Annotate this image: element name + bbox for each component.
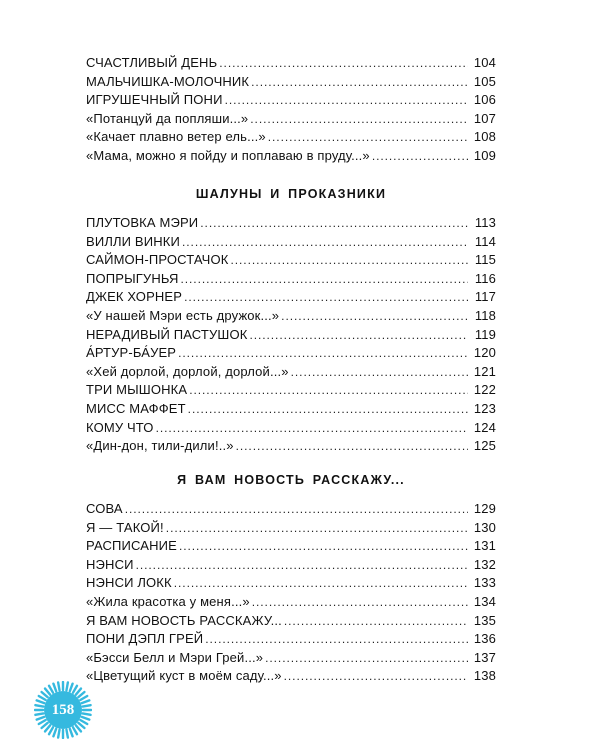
dot-leader [231, 251, 469, 270]
dot-leader [182, 233, 468, 252]
dot-leader [178, 344, 468, 363]
toc-entry-title: НЭНСИ [86, 556, 134, 572]
toc-entry-title: ИГРУШЕЧНЫЙ ПОНИ [86, 92, 223, 108]
toc-entry [86, 537, 496, 556]
toc-entry-page: 133 [473, 575, 496, 591]
toc-entry-page: 130 [473, 519, 496, 535]
toc-entry [86, 307, 496, 326]
dot-leader [219, 54, 468, 73]
toc-entry [86, 500, 496, 519]
toc-entry-title: ДЖЕК ХОРНЕР [86, 289, 183, 305]
dot-leader [372, 147, 468, 166]
dot-leader [179, 537, 468, 556]
dot-leader [200, 214, 468, 233]
toc-entry-page: 118 [474, 307, 496, 323]
section-heading-pranksters: ШАЛУНЫ И ПРОКАЗНИКИ [195, 187, 387, 201]
toc-entry-page: 113 [474, 215, 496, 230]
dot-leader [268, 128, 468, 147]
dot-leader [249, 326, 468, 345]
toc-entry-title: МАЛЬЧИШКА-МОЛОЧНИК [86, 73, 250, 89]
toc-entry-title: «Цветущий куст в моём саду...» [86, 668, 282, 684]
toc-entry-title: ТРИ МЫШОНКА [86, 382, 188, 398]
toc-list-top [86, 54, 496, 166]
toc-entry [86, 437, 496, 456]
toc-entry-page: 104 [473, 55, 496, 70]
toc-entry-page: 121 [473, 363, 496, 379]
toc-entry [86, 91, 496, 110]
toc-entry [86, 214, 496, 233]
toc-entry-page: 107 [473, 110, 496, 126]
toc-entry-page: 135 [473, 612, 496, 628]
toc-entry-page: 117 [474, 289, 496, 305]
dot-leader [284, 667, 468, 686]
toc-entry-title: Я — ТАКОЙ! [86, 519, 164, 535]
toc-entry-title: НЭНСИ ЛОКК [86, 575, 172, 591]
dot-leader [225, 91, 468, 110]
toc-entry [86, 73, 496, 92]
toc-entry [86, 649, 496, 668]
toc-entry [86, 556, 496, 575]
toc-entry [86, 593, 496, 612]
toc-entry [86, 400, 496, 419]
dot-leader [265, 649, 468, 668]
toc-entry [86, 344, 496, 363]
toc-entry-title: ПОНИ ДЭПЛ ГРЕЙ [86, 631, 204, 647]
toc-entry-page: 106 [473, 92, 496, 108]
toc-entry-page: 124 [473, 419, 496, 435]
toc-entry-title: «Дин-дон, тили-дили!..» [86, 438, 234, 454]
toc-entry-title: СЧАСТЛИВЫЙ ДЕНЬ [86, 55, 218, 70]
toc-entry [86, 128, 496, 147]
toc-entry-title: ПЛУТОВКА МЭРИ [86, 215, 199, 230]
dot-leader [184, 288, 468, 307]
toc-entry [86, 612, 496, 631]
toc-entry-title: «Хей дорлой, дорлой, дорлой...» [86, 363, 289, 379]
dot-leader [189, 381, 468, 400]
toc-entry [86, 110, 496, 129]
toc-entry [86, 667, 496, 686]
toc-entry [86, 233, 496, 252]
toc-entry-page: 108 [473, 129, 496, 145]
toc-entry [86, 147, 496, 166]
toc-entry-page: 114 [474, 233, 496, 249]
toc-entry [86, 54, 496, 73]
dot-leader [156, 419, 468, 438]
toc-entry-page: 132 [473, 556, 496, 572]
toc-entry [86, 251, 496, 270]
toc-entry-title: «Качает плавно ветер ель...» [86, 129, 266, 145]
dot-leader [251, 73, 468, 92]
toc-entry-title: МИСС МАФФЕТ [86, 400, 186, 416]
toc-entry-title: СОВА [86, 501, 123, 516]
toc-entry-title: «Потанцуй да попляши...» [86, 110, 249, 126]
toc-entry-page: 137 [473, 649, 496, 665]
toc-entry-page: 131 [473, 538, 496, 554]
toc-entry [86, 574, 496, 593]
dot-leader [166, 519, 468, 538]
dot-leader [205, 630, 468, 649]
toc-entry-page: 138 [473, 668, 496, 684]
dot-leader [252, 593, 468, 612]
toc-entry-page: 129 [473, 501, 496, 516]
toc-entry-title: ПОПРЫГУНЬЯ [86, 270, 179, 286]
dot-leader [181, 270, 469, 289]
toc-entry-page: 116 [474, 270, 496, 286]
toc-entry [86, 519, 496, 538]
toc-entry-page: 134 [473, 593, 496, 609]
toc-entry-page: 125 [473, 438, 496, 454]
dot-leader [136, 556, 468, 575]
toc-entry-title: «Бэсси Белл и Мэри Грей...» [86, 649, 264, 665]
toc-entry-page: 122 [473, 382, 496, 398]
dot-leader [188, 400, 468, 419]
toc-entry-title: А́РТУР-БА́УЕР [86, 345, 177, 361]
toc-entry [86, 270, 496, 289]
toc-entry-title: «У нашей Мэри есть дружок...» [86, 307, 280, 323]
page-number-badge [34, 681, 92, 739]
toc-entry-page: 119 [474, 326, 496, 342]
toc-entry-page: 109 [473, 147, 496, 163]
toc-entry [86, 363, 496, 382]
toc-entry-title: «Жила красотка у меня...» [86, 593, 250, 609]
section-heading-news: Я ВАМ НОВОСТЬ РАССКАЖУ... [177, 473, 405, 487]
toc-entry-title: НЕРАДИВЫЙ ПАСТУШОК [86, 326, 248, 342]
toc-entry-title: «Мама, можно я пойду и поплаваю в пруду...» [86, 147, 370, 163]
toc-entry-page: 136 [473, 631, 496, 647]
dot-leader [250, 110, 468, 129]
toc-entry [86, 630, 496, 649]
dot-leader [125, 500, 468, 519]
toc-entry [86, 288, 496, 307]
page-number: 158 [51, 702, 75, 718]
dot-leader [236, 437, 468, 456]
toc-entry-page: 123 [473, 400, 496, 416]
toc-entry-title: РАСПИСАНИЕ [86, 538, 177, 554]
toc-list-pranksters [86, 214, 496, 456]
dot-leader [284, 612, 468, 631]
toc-entry [86, 326, 496, 345]
toc-entry-page: 105 [473, 73, 496, 89]
toc-list-news [86, 500, 496, 686]
toc-entry-title: КОМУ ЧТО [86, 419, 154, 435]
dot-leader [281, 307, 468, 326]
dot-leader [174, 574, 468, 593]
toc-entry-page: 120 [473, 345, 496, 361]
toc-entry-title: ВИЛЛИ ВИНКИ [86, 233, 181, 249]
dot-leader [291, 363, 468, 382]
toc-entry [86, 381, 496, 400]
toc-entry [86, 419, 496, 438]
toc-entry-title: Я ВАМ НОВОСТЬ РАССКАЖУ... [86, 612, 282, 628]
toc-entry-page: 115 [474, 252, 496, 268]
toc-entry-title: САЙМОН-ПРОСТАЧОК [86, 252, 229, 268]
